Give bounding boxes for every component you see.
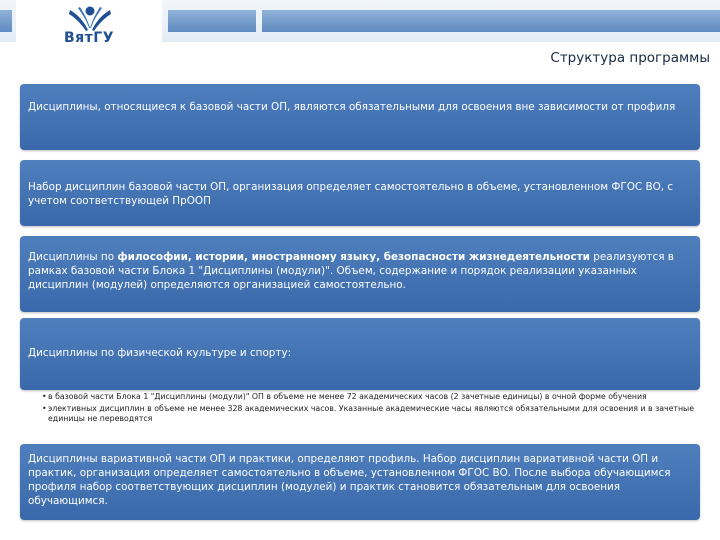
- bullet-icon: •: [42, 392, 47, 401]
- header-bar-segment: [262, 10, 720, 32]
- list-item: [42, 404, 702, 424]
- logo: [16, 0, 162, 50]
- header-bar-segment: [168, 10, 256, 32]
- bullet-icon: •: [42, 404, 47, 413]
- header-bar-segment: [0, 10, 12, 32]
- block-text-prefix: Дисциплины по: [28, 251, 118, 263]
- list-item-text: в базовой части Блока 1 "Дисциплины (модули)" ОП в объеме не менее 72 академических часов (2 зачетные единицы) в очной форме обучения: [48, 392, 647, 401]
- base-part-block: [20, 84, 700, 150]
- physical-culture-block: [20, 318, 700, 390]
- base-part-set-block: [20, 160, 700, 226]
- block-text: Дисциплины вариативной части ОП и практики, определяют профиль. Набор дисциплин вариативной части ОП и практик, организация определяет самостоятельно в объеме, установленном ФГОС ВО. После выбора обучающимся профиля набор соответствующих дисциплин (модулей) и практик становится обязательным для освоения обучающимся.: [28, 453, 671, 507]
- variable-part-block: [20, 444, 700, 520]
- list-item: [42, 392, 702, 402]
- block-text: Дисциплины, относящиеся к базовой части ОП, являются обязательными для освоения вне зависимости от профиля: [28, 101, 676, 113]
- physical-culture-bullets: [42, 392, 702, 426]
- block-text: [28, 250, 692, 292]
- block-text: Дисциплины по физической культуре и спорту:: [28, 347, 292, 359]
- list-item-text: элективных дисциплин в объеме не менее 328 академических часов. Указанные академические часы являются обязательными для освоения и в зачетные единицы не переводятся: [48, 404, 694, 423]
- block-text: Набор дисциплин базовой части ОП, организация определяет самостоятельно в объеме, установленном ФГОС ВО, с учетом соответствующей ПрООП: [28, 181, 674, 207]
- logo-text: ВятГУ: [64, 30, 114, 46]
- block-text-suffix: реализуются в рамках базовой части Блока 1 "Дисциплины (модули)". Объем, содержание и порядок реализации указанных дисциплин (модулей) определяются организацией самостоятельно.: [28, 251, 674, 291]
- page-title: Структура программы: [550, 50, 710, 66]
- humanities-disciplines-block: [20, 236, 700, 312]
- block-text-bold: философии, истории, иностранному языку, безопасности жизнедеятельности: [117, 251, 590, 263]
- university-emblem-icon: [68, 4, 112, 32]
